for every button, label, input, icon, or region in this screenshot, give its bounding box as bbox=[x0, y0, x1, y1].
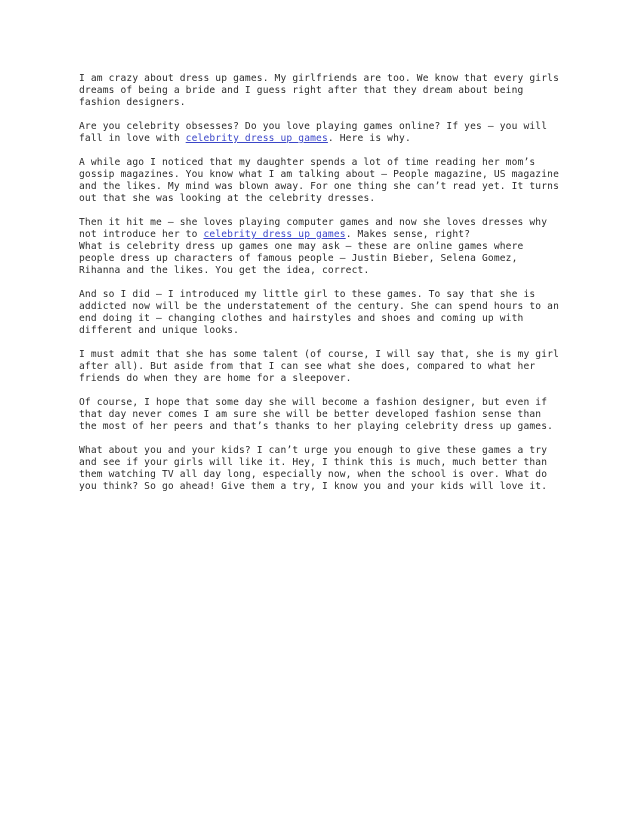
celebrity-dress-up-games-link[interactable]: celebrity dress up games bbox=[185, 133, 328, 144]
document-body bbox=[79, 73, 564, 505]
paragraph-and-so-i-did: And so I did – I introduced my little girl to these games. To say that she is addicted now will be the understatement of the century. She can spend hours to an end doing it – changing clothes and hairstyles and shoes and coming up with different and unique looks. bbox=[79, 289, 559, 336]
paragraph-text-before-link: Then it hit me – she loves playing computer games and now she loves dresses why not introduce her to bbox=[79, 217, 548, 240]
paragraph-hit-me bbox=[79, 217, 564, 241]
paragraph-text-after-link: . Makes sense, right? bbox=[345, 229, 471, 240]
paragraph-text-after-link: . Here is why. bbox=[327, 133, 411, 144]
paragraph-celebrity-obsessed bbox=[79, 121, 564, 145]
paragraph-text-before-link: Are you celebrity obsesses? Do you love playing games online? If yes – you will fall in love with bbox=[79, 121, 548, 144]
paragraph-fashion-designer: Of course, I hope that some day she will become a fashion designer, but even if that day never comes I am sure she will be better developed fashion sense than the most of her peers and that’s thanks to her playing celebrity dress up games. bbox=[79, 397, 554, 432]
paragraph-daughter-magazines: A while ago I noticed that my daughter spends a lot of time reading her mom’s gossip magazines. You know what I am talking about – People magazine, US magazine and the likes. My mind was blown away. For one thing she can’t read yet. It turns out that she was looking at the celebrity dresses. bbox=[79, 157, 559, 204]
paragraph-conclusion: What about you and your kids? I can’t urge you enough to give these games a try and see if your girls will like it. Hey, I think this is much, much better than them watching TV all day long, especially now, when the school is over. What do you think? So go ahead! Give them a try, I know you and your kids will love it. bbox=[79, 445, 548, 492]
paragraph-intro: I am crazy about dress up games. My girlfriends are too. We know that every girls dreams of being a bride and I guess right after that they dream about being fashion designers. bbox=[79, 73, 559, 108]
paragraph-talent: I must admit that she has some talent (of course, I will say that, she is my girl after all). But aside from that I can see what she does, compared to what her friends do when they are home for a sleepover. bbox=[79, 349, 559, 384]
paragraph-what-is: What is celebrity dress up games one may ask – these are online games where people dress up characters of famous people – Justin Bieber, Selena Gomez, Rihanna and the likes. You get the idea, correct. bbox=[79, 241, 524, 276]
celebrity-dress-up-games-link[interactable]: celebrity dress up games bbox=[203, 229, 346, 240]
